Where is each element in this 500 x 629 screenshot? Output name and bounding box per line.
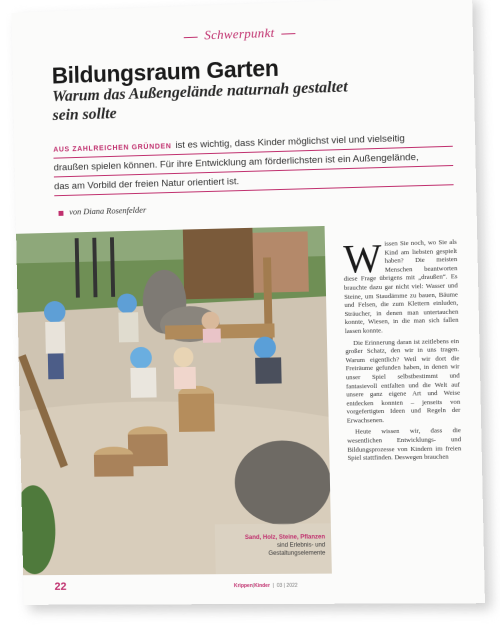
photo-caption (221, 533, 326, 558)
garden-photo-illustration (16, 226, 332, 575)
body-paragraph-3: Heute wissen wir, dass die wesentlichen Entwicklungs- und Bildungsprozesse von Kindern im freien Spiel stattfinden. Deswegen brauchen (347, 427, 462, 463)
drop-cap: W (342, 235, 383, 282)
body-paragraph-1: issen Sie noch, wo Sie als Kind am liebsten gespielt haben? Die meisten Menschen beantworten diese Frage übrigens mit „draußen“. Es brauchte dazu gar nicht viel: Wasser und Steine, um Staudämme zu bauen, Bäume und Felsen, die zum Klettern einluden, Sträucher, in denen man untertauchen konnte, Wiesen, in die man sich fallen lassen konnte. (343, 238, 459, 336)
byline-square-icon (58, 210, 63, 215)
lead-line-1-text: ist es wichtig, dass Kinder möglichst viel und vielseitig (175, 133, 405, 152)
lead-caps: AUS ZAHLREICHEN GRÜNDEN (53, 143, 172, 154)
kicker-dash-left (184, 36, 198, 38)
body-paragraph-2: Die Erinnerung daran ist zeitlebens ein großer Schatz, den wir in uns tragen. Warum eigentlich? Weil wir dort die Freiräume gefunden haben, in denen wir unser Spiel selbstbestimmt und fantasievoll entfalten und die Welt auf unsere ganz eigene Art und Weise entdecken konnten – jenseits von vorgefertigten Ideen und Regeln der Erwachsenen. (345, 337, 461, 425)
page-number: 22 (54, 580, 67, 593)
lead-line-3: das am Vorbild der freien Natur orientiert ist. (54, 166, 454, 196)
garden-photo (16, 226, 332, 575)
caption-highlight: Sand, Holz, Steine, Pflanzen (244, 534, 326, 542)
magazine-page (12, 0, 485, 605)
page-footer (47, 579, 460, 593)
author-byline (58, 205, 146, 217)
lead-line-2: draußen spielen können. Für ihre Entwicklung am förderlichsten ist ein Außengelände, (54, 147, 454, 178)
article-subtitle: Warum das Außengelände naturnah gestaltet sein sollte (52, 78, 348, 125)
kicker-label: Schwerpunkt (204, 24, 275, 43)
section-kicker (12, 17, 473, 50)
body-column (342, 235, 462, 464)
caption-text: sind Erlebnis- und Gestaltungselemente (268, 542, 326, 557)
publication-name-a: Krippen (233, 583, 253, 590)
article-title: Bildungsraum Garten (51, 54, 279, 89)
publication-info: Krippen|Kinder | 03 | 2022 (233, 582, 298, 590)
lead-paragraph (53, 128, 453, 197)
kicker-dash-right (282, 33, 296, 35)
author-name: von Diana Rosenfelder (69, 204, 147, 217)
issue-number: 03 | 2022 (276, 582, 298, 589)
publication-name-b: Kinder (254, 582, 270, 590)
